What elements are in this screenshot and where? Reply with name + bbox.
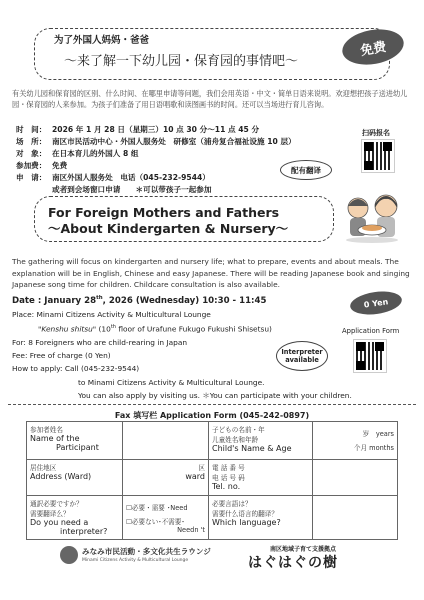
application-form-label: Application Form [342,327,400,335]
cut-line [8,404,416,405]
tel-label-en: Tel. no. [212,482,241,491]
language-label-cell [209,496,313,540]
language-label-en: Which language? [212,518,281,527]
target-key: 对 象： [16,149,47,158]
tel-label-cn: 电 话 号 码 [212,474,245,482]
time-key: 时 间： [16,125,47,134]
interpreter-label-cell [27,496,123,540]
interpreter-options-cell [123,496,209,540]
chinese-description: 有关幼儿园和保育园的区别、什么时间、在哪里申请等问题，我们会用英语・中文・简单日语来说明。欢迎想把孩子送进幼儿园・保育园的人来参加。为孩子们准备了用日语唱歌和读图画书的时间。还可以当场进行育儿咨询。 [12,89,408,109]
name-label-en2: Participant [56,443,99,452]
room-name: "Kenshu shitsu" [38,324,97,334]
english-title-line1: For Foreign Mothers and Fathers [48,205,280,220]
interpreter-label-en2: interpreter? [60,527,108,536]
name-label-cell [27,422,123,460]
name-input-cell[interactable] [123,422,209,460]
ward-unit-en: ward [185,472,205,481]
english-title [48,205,288,237]
noneed-checkbox[interactable]: ☐必要ない･不需要･ [126,518,185,526]
floor-ordinal: th [110,324,116,331]
age-months-unit: 个月 months [353,444,394,452]
age-years-unit: 岁 years [362,430,394,438]
name-label-jp: 参加者姓名 [30,426,63,434]
lounge-name-en: Minami Citizens Activity & Multicultural Lounge [82,558,189,563]
language-label-jp: 必要言語は？ [212,500,252,508]
apply-key: 申 请： [16,173,47,182]
apply-line: How to apply: Call (045-232-9544) [12,364,140,374]
chinese-subtitle: 为了外国人妈妈・爸爸 [54,35,150,46]
tel-label-cell [209,460,313,496]
address-input-cell[interactable] [123,460,209,496]
place-key: 场 所： [16,137,47,146]
place-line: Place: Minami Citizens Activity & Multicultural Lounge [12,310,211,320]
interpreter-badge-english: Interpreter available [276,341,328,371]
floor-text-rest: floor of Urafune Fukugo Fukushi Shisetsu) [115,324,272,334]
chinese-title: ～来了解一下幼儿园・保育园的事情吧～ [64,54,299,69]
tel-input-cell[interactable] [313,460,398,496]
name-label-en1: Name of the [30,434,80,443]
apply-line-3: You can also apply by visiting us. ＊You can participate with your children. [78,390,352,400]
target-line: For: 8 Foreigners who are child-rearing in Japan [12,337,188,347]
ward-unit-jp: 区 [198,464,205,472]
children-illustration [336,186,408,244]
chinese-event-info [16,124,296,196]
apply-value: 南区外国人服务处 电话（045-232-9544） [52,173,210,182]
place-line-2 [12,321,352,336]
target-value: 在日本育儿的外国人 8 组 [52,149,139,158]
english-title-line2: ～About Kindergarten & Nursery～ [48,221,289,236]
address-label-cell [27,460,123,496]
noneed-label-en: Needn 't [177,526,205,534]
language-label-cn: 需要什么语言的翻译？ [212,510,278,518]
interpreter-badge-chinese: 配有翻译 [280,160,332,180]
need-checkbox[interactable]: ☐必要・需要 ･Need [126,504,188,512]
scan-to-register-label: 扫码报名 [362,129,390,137]
application-form [26,421,398,540]
floor-text: (10 [96,324,111,334]
interpreter-label-jp: 通訳必要ですか？ [30,500,83,508]
date-text-rest: , 2026 (Wednesday) 10:30 - 11:45 [102,295,267,306]
lounge-name: みなみ市民活動・多文化共生ラウンジ [82,547,211,556]
place-value: 南区市民活动中心・外国人服务处 研修室（浦舟复合福祉设施 10 层） [52,137,296,146]
child-input-cell[interactable] [313,422,398,460]
english-description: The gathering will focus on kindergarten and nursery life; what to prepare, events and about meals. The explanation will be in English, Chinese and easy Japanese. There will be reading Japanese book and singing Japanese song time for children. Childcare consultation is also available. [12,257,410,289]
address-label-en: Address (Ward) [30,472,92,481]
time-value: 2026 年 1 月 28 日（星期三）10 点 30 分～11 点 45 分 [52,125,260,134]
form-header: Fax 填写栏 Application Form (045-242-0897) [114,411,310,420]
fee-line: Fee: Free of charge (0 Yen) [12,351,111,361]
lounge-logo [60,546,78,564]
apply-value-2: 或者到会场窗口申请 ＊可以带孩子一起参加 [52,185,212,194]
tel-label-jp: 電 話 番 号 [212,464,245,472]
qr-code-chinese[interactable] [362,140,394,172]
fee-value: 免费 [52,161,68,170]
event-date [12,292,352,308]
interpreter-label-en1: Do you need a [30,518,89,527]
apply-line-2: to Minami Citizens Activity & Multicultural Lounge. [78,377,265,387]
qr-code-english[interactable] [354,340,386,372]
fee-key: 参加费： [16,161,47,170]
child-label-cell [209,422,313,460]
interpreter-label-cn: 需要翻译么？ [30,510,70,518]
address-label-jp: 居住地区 [30,464,57,472]
child-label-jp1: 子どもの名前・年 [212,426,265,434]
hug-hug-tree-logo: はぐはぐの樹 [248,555,338,571]
free-badge-english: 0 Yen [349,288,404,317]
child-label-en: Child's Name & Age [212,444,292,453]
free-badge-chinese: 免费 [340,25,407,69]
hub-subtitle: 南区地域子育て支援拠点 [270,546,337,553]
child-label-jp2: 儿童姓名和年龄 [212,436,259,444]
date-ordinal: th [96,295,103,301]
language-input-cell[interactable] [313,496,398,540]
date-text: Date : January 28 [12,295,97,306]
